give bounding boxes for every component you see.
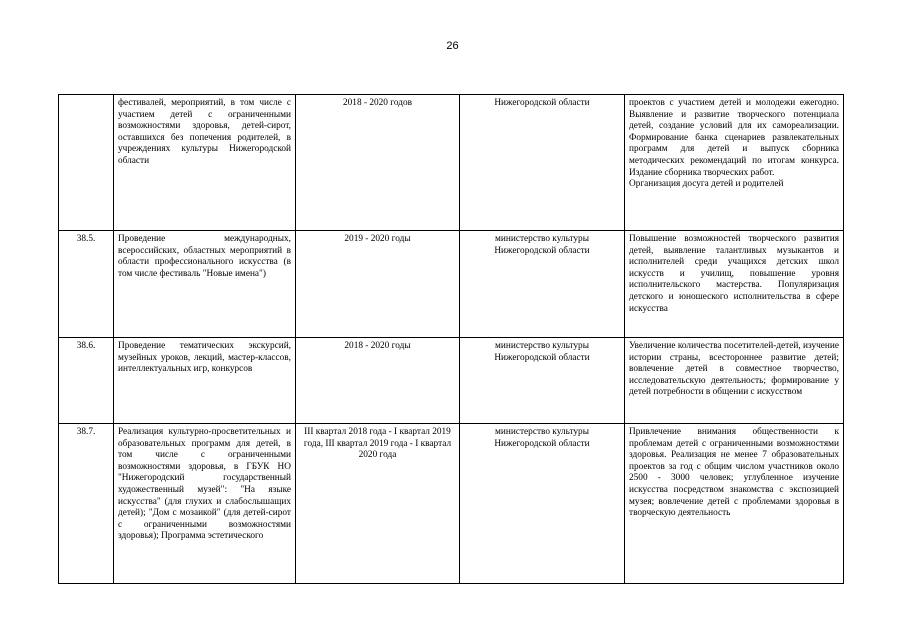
expected-result: Привлечение внимания общественности к проблемам детей с ограниченными возможностями здоровья. Реализация не менее 7 образовательных проектов за год с общим числом участников около 2500 - 3000 человек; углубленное изучение искусства посредством знакомства с экспозицией музея; вовлечение детей с проблемами здоровья в творческую деятельность xyxy=(625,424,844,584)
table-row xyxy=(59,424,844,584)
event-period: III квартал 2018 года - I квартал 2019 года, III квартал 2019 года - I квартал 2020 года xyxy=(296,424,460,584)
activities-table xyxy=(58,94,844,584)
event-executor: министерство культуры Нижегородской области xyxy=(460,424,625,584)
row-number: 38.6. xyxy=(59,338,114,424)
expected-result: Повышение возможностей творческого развития детей, выявление талантливых музыкантов и исполнителей среди учащихся детских школ искусств и училищ, повышение уровня исполнительского мастерства. Популяризация детского и юношеского исполнительства в сфере искусства xyxy=(625,231,844,338)
event-executor: министерство культуры Нижегородской области xyxy=(460,338,625,424)
event-description: фестивалей, мероприятий, в том числе с участием детей с ограниченными возможностями здоровья, детей-сирот, оставшихся без попечения родителей, в учреждениях культуры Нижегородской области xyxy=(114,95,296,231)
event-description: Проведение международных, всероссийских, областных мероприятий в области профессионального искусства (в том числе фестиваль "Новые имена") xyxy=(114,231,296,338)
event-description: Проведение тематических экскурсий, музейных уроков, лекций, мастер-классов, интеллектуальных игр, конкурсов xyxy=(114,338,296,424)
event-period: 2018 - 2020 годы xyxy=(296,338,460,424)
expected-result-extra: Организация досуга детей и родителей xyxy=(629,179,784,190)
page-number: 26 xyxy=(446,40,459,52)
row-number xyxy=(59,95,114,231)
event-period: 2018 - 2020 годов xyxy=(296,95,460,231)
event-executor: министерство культуры Нижегородской области xyxy=(460,231,625,338)
row-number: 38.5. xyxy=(59,231,114,338)
expected-result-text: проектов с участием детей и молодежи ежегодно. Выявление и развитие творческого потенциала детей, создание условий для их самореализации. Формирование банка сценариев развлекательных программ для детей и выпуск сборника методических рекомендаций по итогам конкурса. Издание сборника творческих работ. xyxy=(629,98,839,178)
event-period: 2019 - 2020 годы xyxy=(296,231,460,338)
table-row xyxy=(59,231,844,338)
event-description: Реализация культурно-просветительных и образовательных программ для детей, в том числе с ограниченными возможностями здоровья, в ГБУК НО "Нижегородский государственный художественный музей": "На языке искусства" (для глухих и слабослышащих детей); "Дом с мозаикой" (для детей-сирот с ограниченными возможностями здоровья); Программа эстетического xyxy=(114,424,296,584)
row-number: 38.7. xyxy=(59,424,114,584)
event-executor: Нижегородской области xyxy=(460,95,625,231)
table-row xyxy=(59,338,844,424)
table-row xyxy=(59,95,844,231)
expected-result xyxy=(625,95,844,231)
expected-result: Увеличение количества посетителей-детей, изучение истории страны, всестороннее развитие детей; вовлечение детей в совместное творчество, исследовательскую деятельность; формирование у детей потребности в общении с искусством xyxy=(625,338,844,424)
